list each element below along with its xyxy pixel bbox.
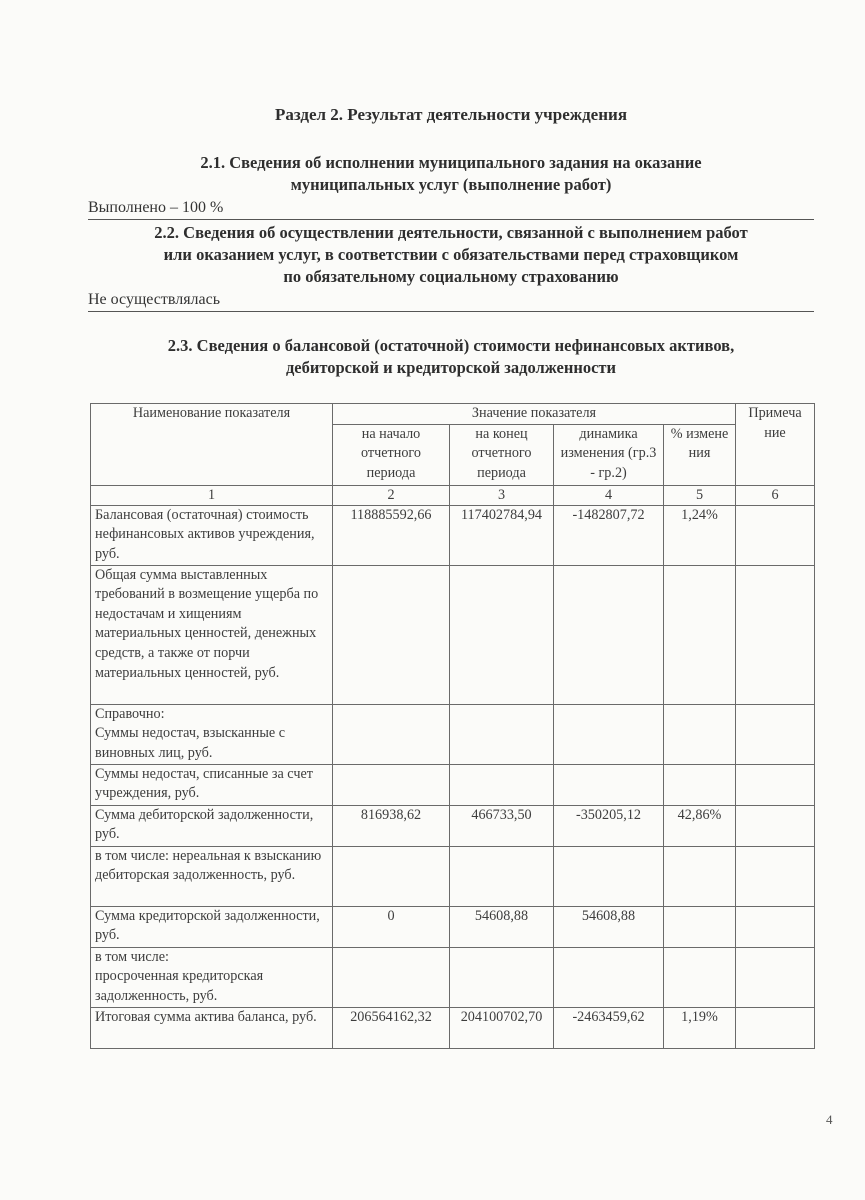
row-end: 204100702,70 xyxy=(450,1007,554,1048)
row-note xyxy=(736,505,815,565)
table-header-row-1 xyxy=(91,404,815,425)
row-note xyxy=(736,764,815,805)
row-name: Общая сумма выставленных требований в возмещение ущерба по недостачам и хищениям материальных ценностей, денежных средств, а также от порчи материальных ценностей, руб. xyxy=(91,565,333,704)
table-row xyxy=(91,505,815,565)
header-dynamics: динамика изменения (гр.3 - гр.2) xyxy=(554,424,664,485)
row-start xyxy=(333,565,450,704)
table-row xyxy=(91,1007,815,1048)
row-name: Сумма кредиторской задолженности, руб. xyxy=(91,906,333,947)
row-note xyxy=(736,1007,815,1048)
row-percent xyxy=(664,906,736,947)
row-start: 816938,62 xyxy=(333,805,450,846)
row-name-prefix: в том числе: xyxy=(95,948,169,965)
table-row xyxy=(91,906,815,947)
balance-table xyxy=(90,403,815,1049)
table-row xyxy=(91,846,815,906)
row-note xyxy=(736,846,815,906)
row-name: в том числе: нереальная к взысканию дебиторская задолженность, руб. xyxy=(91,846,333,906)
row-start xyxy=(333,947,450,1007)
table-row xyxy=(91,805,815,846)
row-name xyxy=(91,947,333,1007)
header-note: Примеча ние xyxy=(736,404,815,486)
row-name: Суммы недостач, списанные за счет учреждения, руб. xyxy=(91,764,333,805)
row-start xyxy=(333,846,450,906)
row-percent xyxy=(664,846,736,906)
header-name: Наименование показателя xyxy=(91,404,333,486)
section-title-text: Раздел 2. Результат деятельности учреждения xyxy=(274,105,628,124)
subsection-2-3-title-line2: дебиторской и кредиторской задолженности xyxy=(285,358,617,377)
row-dynamics xyxy=(554,947,664,1007)
row-dynamics xyxy=(554,764,664,805)
row-name: Итоговая сумма актива баланса, руб. xyxy=(91,1007,333,1048)
row-end xyxy=(450,947,554,1007)
row-percent: 1,24% xyxy=(664,505,736,565)
row-note xyxy=(736,906,815,947)
column-number: 1 xyxy=(91,485,333,505)
header-end: на конец отчетного периода xyxy=(450,424,554,485)
row-name xyxy=(91,704,333,764)
subsection-2-2-title xyxy=(88,222,814,288)
row-end xyxy=(450,846,554,906)
row-start: 118885592,66 xyxy=(333,505,450,565)
column-numbers-row xyxy=(91,485,815,505)
subsection-2-1-title-line1: 2.1. Сведения об исполнении муниципального задания на оказание xyxy=(200,153,702,172)
subsection-2-3-title-line1: 2.3. Сведения о балансовой (остаточной) стоимости нефинансовых активов, xyxy=(167,336,735,355)
row-dynamics xyxy=(554,846,664,906)
header-percent: % измене ния xyxy=(664,424,736,485)
table-row xyxy=(91,947,815,1007)
row-note xyxy=(736,947,815,1007)
table-row xyxy=(91,704,815,764)
row-dynamics xyxy=(554,704,664,764)
row-start xyxy=(333,764,450,805)
section-title xyxy=(88,104,814,126)
row-dynamics: -350205,12 xyxy=(554,805,664,846)
row-name-prefix: Справочно: xyxy=(95,705,165,722)
column-number: 2 xyxy=(333,485,450,505)
subsection-2-1-answer: Выполнено – 100 % xyxy=(88,198,814,220)
row-name: Балансовая (остаточная) стоимость нефинансовых активов учреждения, руб. xyxy=(91,505,333,565)
row-note xyxy=(736,565,815,704)
subsection-2-3-title xyxy=(88,335,814,379)
row-percent xyxy=(664,704,736,764)
subsection-2-2-title-line2: или оказанием услуг, в соответствии с обязательствами перед страховщиком xyxy=(163,245,739,264)
column-number: 4 xyxy=(554,485,664,505)
subsection-2-1-title-line2: муниципальных услуг (выполнение работ) xyxy=(290,175,612,194)
row-end: 466733,50 xyxy=(450,805,554,846)
table-row xyxy=(91,764,815,805)
row-end xyxy=(450,764,554,805)
row-note xyxy=(736,805,815,846)
column-number: 3 xyxy=(450,485,554,505)
subsection-2-1-title xyxy=(88,152,814,196)
subsection-2-2-title-line1: 2.2. Сведения об осуществлении деятельности, связанной с выполнением работ xyxy=(154,223,748,242)
row-dynamics: -2463459,62 xyxy=(554,1007,664,1048)
row-percent xyxy=(664,764,736,805)
column-number: 5 xyxy=(664,485,736,505)
row-dynamics: 54608,88 xyxy=(554,906,664,947)
row-start: 206564162,32 xyxy=(333,1007,450,1048)
header-start: на начало отчетного периода xyxy=(333,424,450,485)
row-name: Сумма дебиторской задолженности, руб. xyxy=(91,805,333,846)
row-start: 0 xyxy=(333,906,450,947)
subsection-2-2-title-line3: по обязательному социальному страхованию xyxy=(283,267,619,286)
row-name-text: Суммы недостач, взысканные с виновных лиц, руб. xyxy=(95,725,286,761)
row-percent: 42,86% xyxy=(664,805,736,846)
row-percent xyxy=(664,565,736,704)
row-dynamics xyxy=(554,565,664,704)
row-note xyxy=(736,704,815,764)
row-end xyxy=(450,565,554,704)
table-row xyxy=(91,565,815,704)
row-dynamics: -1482807,72 xyxy=(554,505,664,565)
row-percent: 1,19% xyxy=(664,1007,736,1048)
column-number: 6 xyxy=(736,485,815,505)
row-end xyxy=(450,704,554,764)
row-start xyxy=(333,704,450,764)
row-percent xyxy=(664,947,736,1007)
header-value-group: Значение показателя xyxy=(333,404,736,425)
row-end: 54608,88 xyxy=(450,906,554,947)
subsection-2-2-answer: Не осуществлялась xyxy=(88,290,814,312)
page-number: 4 xyxy=(826,1112,833,1127)
row-end: 117402784,94 xyxy=(450,505,554,565)
row-name-text: просроченная кредиторская задолженность, руб. xyxy=(95,968,264,1004)
